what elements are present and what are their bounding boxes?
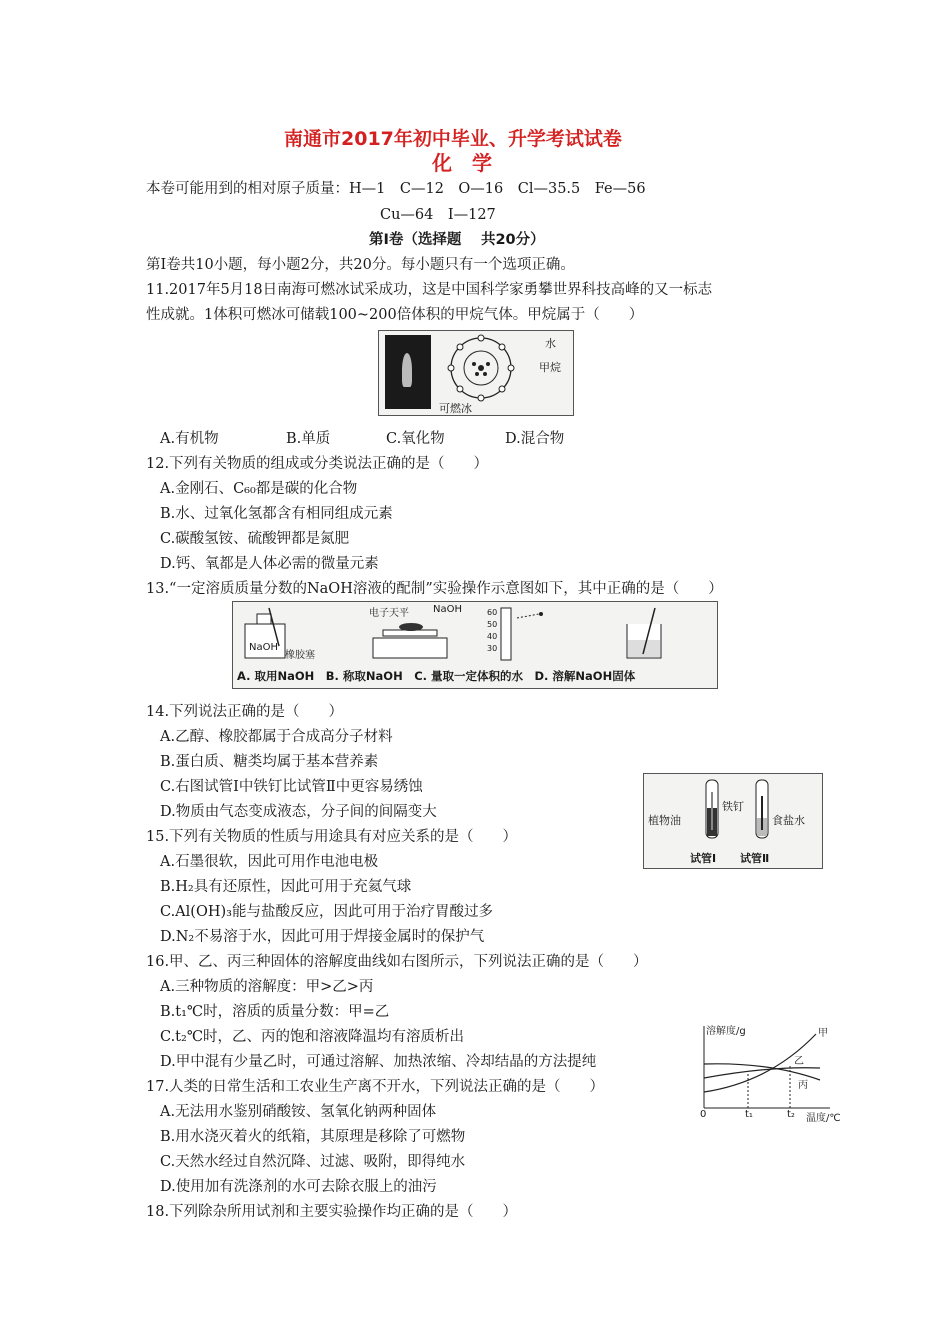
origin-label: 0: [700, 1109, 707, 1120]
q17-option-d[interactable]: D.使用加有洗涤剂的水可去除衣服上的油污: [160, 1179, 437, 1195]
q17-stem: 17.人类的日常生活和工农业生产离不开水，下列说法正确的是（ ）: [146, 1079, 605, 1095]
q12-option-a[interactable]: A.金刚石、C₆₀都是碳的化合物: [160, 481, 358, 497]
label-tube-1: 试管Ⅰ: [690, 852, 717, 865]
tick-50: 50: [487, 620, 498, 629]
q14-figure: [643, 773, 823, 869]
atomic-masses-line1: 本卷可能用到的相对原子质量：H—1 C—12 O—16 Cl—35.5 Fe—56: [146, 181, 646, 197]
section-title: 第Ⅰ卷（选择题 共20分）: [369, 232, 545, 248]
series-yi-label: 乙: [794, 1056, 804, 1067]
exam-title: 南通市2017年初中毕业、升学考试试卷: [284, 128, 622, 150]
q16-option-c[interactable]: C.t₂℃时，乙、丙的饱和溶液降温均有溶质析出: [160, 1029, 465, 1045]
graduated-cylinder-diagram: [499, 606, 549, 664]
q17-option-c[interactable]: C.天然水经过自然沉降、过滤、吸附，即得纯水: [160, 1154, 466, 1170]
q11-option-b[interactable]: B.单质: [286, 431, 331, 447]
q13-figure: [232, 601, 718, 689]
q16-option-b[interactable]: B.t₁℃时，溶质的质量分数：甲=乙: [160, 1004, 390, 1020]
label-tube-2: 试管Ⅱ: [740, 852, 770, 865]
q11-figure: [378, 330, 574, 416]
label-vegetable-oil: 植物油: [648, 814, 681, 827]
label-naoh-2: NaOH: [433, 604, 462, 615]
q12-option-d[interactable]: D.钙、氧都是人体必需的微量元素: [160, 556, 379, 572]
subject-title: 化 学: [432, 151, 492, 175]
q14-option-a[interactable]: A.乙醇、橡胶都属于合成高分子材料: [160, 729, 393, 745]
q14-stem: 14.下列说法正确的是（ ）: [146, 704, 344, 720]
combustible-ice-photo: [385, 335, 431, 409]
label-stopper: 橡胶塞: [285, 650, 315, 661]
q18-stem: 18.下列除杂所用试剂和主要实验操作均正确的是（ ）: [146, 1204, 518, 1220]
tick-30: 30: [487, 644, 498, 653]
q12-option-c[interactable]: C.碳酸氢铵、硫酸钾都是氮肥: [160, 531, 350, 547]
t2-label: t₂: [787, 1109, 795, 1120]
label-methane: 甲烷: [539, 361, 561, 374]
label-salt-water: 食盐水: [772, 814, 805, 827]
q14-option-d[interactable]: D.物质由气态变成液态，分子间的间隔变大: [160, 804, 437, 820]
q17-option-a[interactable]: A.无法用水鉴别硝酸铵、氢氧化钠两种固体: [160, 1104, 437, 1120]
q11-option-d[interactable]: D.混合物: [505, 431, 565, 447]
solubility-curve-figure: [690, 1022, 846, 1124]
t1-label: t₁: [745, 1109, 753, 1120]
figure-caption: A. 取用NaOH B. 称取NaOH C. 量取一定体积的水 D. 溶解NaOH固体: [237, 669, 636, 683]
figure-caption: 可燃冰: [439, 402, 472, 415]
series-jia-label: 甲: [818, 1028, 828, 1039]
label-naoh: NaOH: [249, 642, 278, 653]
cage-structure-diagram: [439, 333, 523, 403]
electronic-balance-diagram: [369, 616, 453, 662]
q14-option-c[interactable]: C.右图试管Ⅰ中铁钉比试管Ⅱ中更容易绣蚀: [160, 779, 423, 795]
q11-stem-line1: 11.2017年5月18日南海可燃冰试采成功，这是中国科学家勇攀世界科技高峰的又一标志: [146, 282, 713, 298]
y-axis-label: 溶解度/g: [706, 1026, 746, 1037]
label-balance: 电子天平: [369, 608, 409, 619]
q15-option-a[interactable]: A.石墨很软，因此可用作电池电极: [160, 854, 379, 870]
q16-stem: 16.甲、乙、丙三种固体的溶解度曲线如右图所示，下列说法正确的是（ ）: [146, 954, 648, 970]
section-instructions: 第Ⅰ卷共10小题，每小题2分，共20分。每小题只有一个选项正确。: [146, 257, 575, 273]
q12-option-b[interactable]: B.水、过氧化氢都含有相同组成元素: [160, 506, 393, 522]
q15-option-c[interactable]: C.Al(OH)₃能与盐酸反应，因此可用于治疗胃酸过多: [160, 904, 493, 920]
beaker-dissolving-diagram: [621, 606, 675, 664]
tick-60: 60: [487, 608, 498, 617]
q11-stem-line2: 性成就。1体积可燃冰可储载100~200倍体积的甲烷气体。甲烷属于（ ）: [146, 307, 644, 323]
label-water: 水: [545, 337, 556, 350]
q16-option-a[interactable]: A.三种物质的溶解度：甲>乙>丙: [160, 979, 374, 995]
label-iron-nail: 铁钉: [722, 800, 744, 813]
q12-stem: 12.下列有关物质的组成或分类说法正确的是（ ）: [146, 456, 489, 472]
q17-option-b[interactable]: B.用水浇灭着火的纸箱，其原理是移除了可燃物: [160, 1129, 466, 1145]
q11-option-c[interactable]: C.氧化物: [386, 431, 445, 447]
q15-stem: 15.下列有关物质的性质与用途具有对应关系的是（ ）: [146, 829, 518, 845]
atomic-masses-line2: Cu—64 I—127: [380, 207, 496, 223]
q15-option-d[interactable]: D.N₂不易溶于水，因此可用于焊接金属时的保护气: [160, 929, 485, 945]
q13-stem: 13.“一定溶质质量分数的NaOH溶液的配制”实验操作示意图如下，其中正确的是（ ）: [146, 581, 723, 597]
tick-40: 40: [487, 632, 498, 641]
q14-option-b[interactable]: B.蛋白质、糖类均属于基本营养素: [160, 754, 379, 770]
q11-option-a[interactable]: A.有机物: [160, 431, 219, 447]
q15-option-b[interactable]: B.H₂具有还原性，因此可用于充氦气球: [160, 879, 412, 895]
series-bing-label: 丙: [798, 1080, 808, 1091]
q16-option-d[interactable]: D.甲中混有少量乙时，可通过溶解、加热浓缩、冷却结晶的方法提纯: [160, 1054, 597, 1070]
x-axis-label: 温度/℃: [806, 1113, 841, 1124]
